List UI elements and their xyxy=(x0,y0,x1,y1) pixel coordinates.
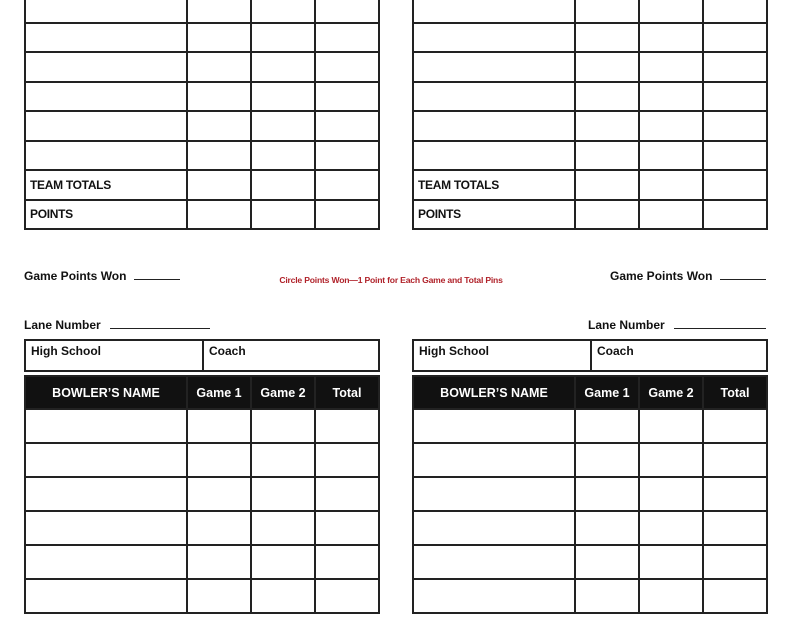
game1-cell[interactable] xyxy=(575,52,639,82)
table-row xyxy=(413,545,767,579)
game2-cell[interactable] xyxy=(639,200,703,230)
coach-label: Coach xyxy=(597,344,634,358)
name-cell[interactable] xyxy=(413,141,575,171)
table-row xyxy=(25,0,379,23)
game2-cell[interactable] xyxy=(639,545,703,579)
name-cell[interactable] xyxy=(413,23,575,53)
points-label: POINTS xyxy=(413,200,575,230)
name-cell[interactable] xyxy=(413,52,575,82)
game1-cell[interactable] xyxy=(575,579,639,613)
high-school-label: High School xyxy=(419,344,489,358)
top-right-score-table xyxy=(412,0,768,230)
bottom-right-score-table xyxy=(412,375,768,614)
coach-field[interactable] xyxy=(592,341,766,370)
total-header: Total xyxy=(703,376,767,409)
name-cell[interactable] xyxy=(25,0,187,23)
table-row xyxy=(25,23,379,53)
lane-number-left xyxy=(24,318,210,332)
game2-cell[interactable] xyxy=(251,52,315,82)
game1-cell[interactable] xyxy=(187,23,251,53)
total-cell[interactable] xyxy=(315,82,379,112)
game1-cell[interactable] xyxy=(575,545,639,579)
game1-cell[interactable] xyxy=(187,52,251,82)
total-cell[interactable] xyxy=(315,111,379,141)
game2-cell[interactable] xyxy=(251,111,315,141)
high-school-field[interactable] xyxy=(414,341,592,370)
game1-cell[interactable] xyxy=(575,170,639,200)
game2-header: Game 2 xyxy=(251,376,315,409)
total-cell[interactable] xyxy=(703,52,767,82)
game2-cell[interactable] xyxy=(251,545,315,579)
name-cell[interactable] xyxy=(413,443,575,477)
game1-cell[interactable] xyxy=(575,200,639,230)
game1-header: Game 1 xyxy=(575,376,639,409)
game1-cell[interactable] xyxy=(187,477,251,511)
game1-cell[interactable] xyxy=(575,511,639,545)
name-cell[interactable] xyxy=(413,82,575,112)
total-cell[interactable] xyxy=(703,200,767,230)
game2-cell[interactable] xyxy=(639,443,703,477)
game2-cell[interactable] xyxy=(639,0,703,23)
high-school-field[interactable] xyxy=(26,341,204,370)
total-cell[interactable] xyxy=(315,443,379,477)
table-row xyxy=(25,579,379,613)
game2-cell[interactable] xyxy=(251,409,315,443)
team-totals-row xyxy=(413,170,767,200)
table-row xyxy=(413,511,767,545)
name-cell[interactable] xyxy=(413,111,575,141)
table-row xyxy=(25,82,379,112)
game2-header: Game 2 xyxy=(639,376,703,409)
game1-cell[interactable] xyxy=(187,111,251,141)
game2-cell[interactable] xyxy=(639,23,703,53)
game1-cell[interactable] xyxy=(575,477,639,511)
game1-cell[interactable] xyxy=(187,545,251,579)
total-cell[interactable] xyxy=(703,23,767,53)
game1-cell[interactable] xyxy=(187,82,251,112)
total-cell[interactable] xyxy=(315,23,379,53)
table-row xyxy=(25,443,379,477)
school-coach-box-right xyxy=(412,339,768,372)
total-cell[interactable] xyxy=(703,511,767,545)
table-row xyxy=(25,111,379,141)
lane-number-label: Lane Number xyxy=(588,318,665,332)
game2-cell[interactable] xyxy=(251,170,315,200)
total-cell[interactable] xyxy=(703,170,767,200)
total-cell[interactable] xyxy=(315,409,379,443)
total-cell[interactable] xyxy=(703,82,767,112)
total-cell[interactable] xyxy=(703,443,767,477)
game-points-won-label: Game Points Won xyxy=(24,269,127,283)
name-cell[interactable] xyxy=(413,409,575,443)
game2-cell[interactable] xyxy=(251,200,315,230)
name-cell[interactable] xyxy=(25,511,187,545)
game1-cell[interactable] xyxy=(187,443,251,477)
table-row xyxy=(413,82,767,112)
name-cell[interactable] xyxy=(25,409,187,443)
game1-cell[interactable] xyxy=(575,0,639,23)
header-row xyxy=(25,376,379,409)
table-row xyxy=(25,141,379,171)
game1-cell[interactable] xyxy=(187,579,251,613)
header-row xyxy=(413,376,767,409)
total-cell[interactable] xyxy=(703,579,767,613)
game-points-won-left xyxy=(24,269,180,283)
bottom-left-score-table xyxy=(24,375,380,614)
game2-cell[interactable] xyxy=(251,579,315,613)
game2-cell[interactable] xyxy=(639,82,703,112)
game2-cell[interactable] xyxy=(251,0,315,23)
name-cell[interactable] xyxy=(25,111,187,141)
table-row xyxy=(413,409,767,443)
name-cell[interactable] xyxy=(413,545,575,579)
name-cell[interactable] xyxy=(25,141,187,171)
name-cell[interactable] xyxy=(413,477,575,511)
total-header: Total xyxy=(315,376,379,409)
game2-cell[interactable] xyxy=(639,170,703,200)
name-cell[interactable] xyxy=(25,579,187,613)
total-cell[interactable] xyxy=(703,0,767,23)
game2-cell[interactable] xyxy=(639,141,703,171)
game-points-won-right xyxy=(610,269,766,283)
total-cell[interactable] xyxy=(315,170,379,200)
coach-field[interactable] xyxy=(204,341,378,370)
game1-header: Game 1 xyxy=(187,376,251,409)
table-row xyxy=(413,0,767,23)
game2-cell[interactable] xyxy=(251,477,315,511)
team-totals-label: TEAM TOTALS xyxy=(413,170,575,200)
total-cell[interactable] xyxy=(703,477,767,511)
game1-cell[interactable] xyxy=(575,111,639,141)
name-cell[interactable] xyxy=(413,0,575,23)
game-points-won-label: Game Points Won xyxy=(610,269,713,283)
name-cell[interactable] xyxy=(25,443,187,477)
game2-cell[interactable] xyxy=(639,111,703,141)
total-cell[interactable] xyxy=(315,545,379,579)
table-row xyxy=(413,111,767,141)
game1-cell[interactable] xyxy=(187,200,251,230)
total-cell[interactable] xyxy=(315,200,379,230)
lane-number-right xyxy=(588,318,766,332)
game2-cell[interactable] xyxy=(251,82,315,112)
game1-cell[interactable] xyxy=(187,409,251,443)
total-cell[interactable] xyxy=(315,141,379,171)
table-row xyxy=(25,511,379,545)
total-cell[interactable] xyxy=(315,477,379,511)
table-row xyxy=(413,52,767,82)
lane-number-input[interactable] xyxy=(110,319,210,329)
total-cell[interactable] xyxy=(315,52,379,82)
table-row xyxy=(25,409,379,443)
lane-number-input[interactable] xyxy=(674,319,766,329)
game1-cell[interactable] xyxy=(187,511,251,545)
game2-cell[interactable] xyxy=(639,579,703,613)
instruction-note: Circle Points Won—1 Point for Each Game and Total Pins xyxy=(279,275,503,285)
total-cell[interactable] xyxy=(315,511,379,545)
game1-cell[interactable] xyxy=(575,409,639,443)
game2-cell[interactable] xyxy=(251,511,315,545)
name-cell[interactable] xyxy=(25,52,187,82)
total-cell[interactable] xyxy=(315,0,379,23)
name-cell[interactable] xyxy=(25,82,187,112)
table-row xyxy=(413,579,767,613)
game2-cell[interactable] xyxy=(639,511,703,545)
table-row xyxy=(25,545,379,579)
game2-cell[interactable] xyxy=(639,52,703,82)
total-cell[interactable] xyxy=(703,111,767,141)
game2-cell[interactable] xyxy=(639,477,703,511)
lane-number-label: Lane Number xyxy=(24,318,101,332)
coach-label: Coach xyxy=(209,344,246,358)
game1-cell[interactable] xyxy=(187,170,251,200)
total-cell[interactable] xyxy=(703,409,767,443)
school-coach-box-left xyxy=(24,339,380,372)
game1-cell[interactable] xyxy=(575,23,639,53)
name-cell[interactable] xyxy=(413,579,575,613)
total-cell[interactable] xyxy=(315,579,379,613)
game1-cell[interactable] xyxy=(187,141,251,171)
table-row xyxy=(25,52,379,82)
table-row xyxy=(413,141,767,171)
game2-cell[interactable] xyxy=(251,141,315,171)
high-school-label: High School xyxy=(31,344,101,358)
game-points-won-input[interactable] xyxy=(134,270,180,280)
total-cell[interactable] xyxy=(703,141,767,171)
bowlers-name-header: BOWLER’S NAME xyxy=(413,376,575,409)
game1-cell[interactable] xyxy=(575,443,639,477)
game-points-won-input[interactable] xyxy=(720,270,766,280)
bowlers-name-header: BOWLER’S NAME xyxy=(25,376,187,409)
name-cell[interactable] xyxy=(413,511,575,545)
table-row xyxy=(413,477,767,511)
name-cell[interactable] xyxy=(25,23,187,53)
top-left-score-table xyxy=(24,0,380,230)
game2-cell[interactable] xyxy=(251,443,315,477)
points-row xyxy=(25,200,379,230)
game1-cell[interactable] xyxy=(575,82,639,112)
total-cell[interactable] xyxy=(703,545,767,579)
points-row xyxy=(413,200,767,230)
table-row xyxy=(25,477,379,511)
team-totals-label: TEAM TOTALS xyxy=(25,170,187,200)
points-label: POINTS xyxy=(25,200,187,230)
game1-cell[interactable] xyxy=(575,141,639,171)
name-cell[interactable] xyxy=(25,545,187,579)
table-row xyxy=(413,443,767,477)
game2-cell[interactable] xyxy=(251,23,315,53)
game1-cell[interactable] xyxy=(187,0,251,23)
table-row xyxy=(413,23,767,53)
name-cell[interactable] xyxy=(25,477,187,511)
team-totals-row xyxy=(25,170,379,200)
game2-cell[interactable] xyxy=(639,409,703,443)
